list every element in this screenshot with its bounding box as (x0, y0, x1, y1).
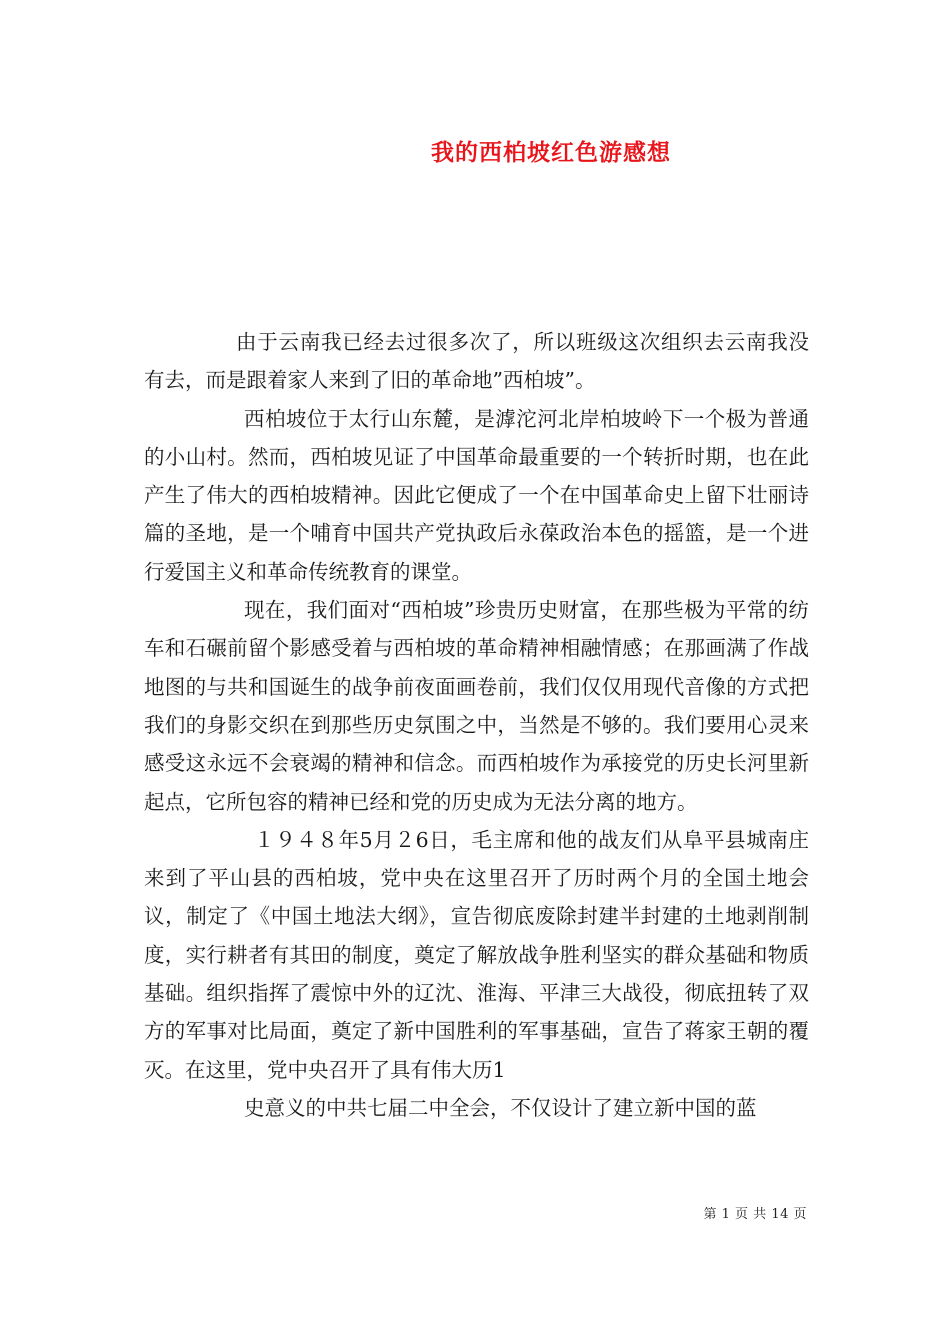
paragraph-5: 史意义的中共七届二中全会，不仅设计了建立新中国的蓝 (244, 1095, 757, 1120)
paragraph-2: 西柏坡位于太行山东麓，是滹沱河北岸柏坡岭下一个极为普通的小山村。然而，西柏坡见证了中国革命最重要的一个转折时期，也在此产生了伟大的西柏坡精神。因此它便成了一个在中国革命史上留下壮丽诗篇的圣地，是一个哺育中国共产党执政后永葆政治本色的摇篮，是一个进行爱国主义和革命传统教育的课堂。 (144, 406, 809, 584)
paragraph-4: １９４８年5月２6日，毛主席和他的战友们从阜平县城南庄来到了平山县的西柏坡，党中央在这里召开了历时两个月的全国土地会议，制定了《中国土地法大纲》，宣告彻底废除封建半封建的土地剥削制度，实行耕者有其田的制度，奠定了解放战争胜利坚实的群众基础和物质基础。组织指挥了震惊中外的辽沈、淮海、平津三大战役，彻底扭转了双方的军事对比局面，奠定了新中国胜利的军事基础，宣告了蒋家王朝的覆灭。在这里，党中央召开了具有伟大历1 (144, 827, 809, 1082)
document-body (144, 323, 809, 1127)
paragraph-1: 由于云南我已经去过很多次了，所以班级这次组织去云南我没有去，而是跟着家人来到了旧的革命地”西柏坡”。 (144, 330, 809, 393)
paragraph-3: 现在，我们面对“西柏坡”珍贵历史财富，在那些极为平常的纺车和石碾前留个影感受着与西柏坡的革命精神相融情感；在那画满了作战地图的与共和国诞生的战争前夜面画卷前，我们仅仅用现代音像的方式把我们的身影交织在到那些历史氛围之中，当然是不够的。我们要用心灵来感受这永远不会衰竭的精神和信念。而西柏坡作为承接党的历史长河里新起点，它所包容的精神已经和党的历史成为无法分离的地方。 (144, 598, 809, 814)
document-title: 我的西柏坡红色游感想 (431, 139, 671, 166)
page-number: 第 1 页 共 14 页 (703, 1207, 807, 1222)
